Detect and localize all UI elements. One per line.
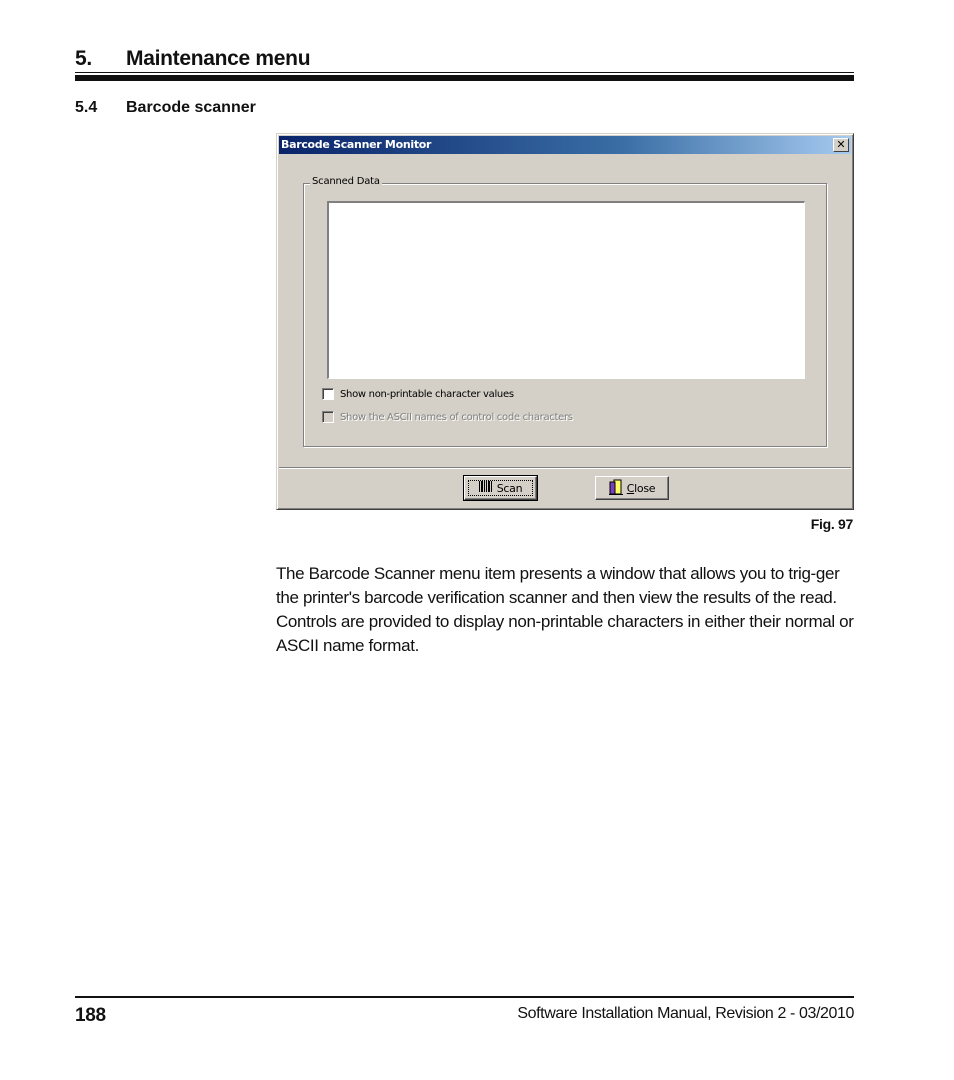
scan-button-label: Scan: [496, 481, 523, 495]
ascii-names-checkbox: [322, 411, 334, 423]
scan-button[interactable]: [464, 476, 537, 500]
dialog-titlebar[interactable]: [279, 136, 851, 154]
footer-rule: [75, 996, 854, 998]
chapter-number: 5.: [75, 47, 92, 70]
section-number: 5.4: [75, 99, 98, 116]
nonprintable-checkbox-label[interactable]: Show non-printable character values: [340, 388, 514, 400]
door-exit-icon: [609, 479, 623, 498]
close-button-label: Close: [626, 481, 656, 495]
header-rule-thick: [75, 75, 854, 81]
header-rule-thin: [75, 72, 854, 73]
scanned-data-groupbox: [303, 176, 827, 447]
titlebar-close-button[interactable]: [833, 138, 849, 152]
nonprintable-checkbox[interactable]: [322, 388, 334, 400]
page-number: 188: [75, 1005, 106, 1026]
section-title: Barcode scanner: [126, 99, 256, 116]
footer-text: Software Installation Manual, Revision 2 - 03/2010: [517, 1005, 854, 1022]
ascii-names-checkbox-label: Show the ASCII names of control code characters: [340, 411, 573, 423]
close-button[interactable]: [595, 476, 669, 500]
body-paragraph: The Barcode Scanner menu item presents a window that allows you to trig-ger the printer's barcode verification scanner and then view the results of the read. Controls are provided to display non-printable characters in either their normal or ASCII name format.: [276, 564, 854, 655]
dialog-title: Barcode Scanner Monitor: [281, 138, 432, 151]
barcode-scanner-dialog: [276, 133, 854, 510]
chapter-title: Maintenance menu: [126, 47, 311, 70]
figure-caption: Fig. 97: [810, 516, 853, 532]
groupbox-label: Scanned Data: [312, 176, 380, 187]
dialog-separator: [279, 467, 851, 469]
focus-rectangle: [468, 480, 533, 496]
nonprintable-checkbox-row[interactable]: [322, 387, 514, 401]
scanned-data-textarea[interactable]: [327, 201, 805, 379]
close-icon: ✕: [836, 138, 846, 151]
ascii-names-checkbox-row: [322, 410, 573, 424]
